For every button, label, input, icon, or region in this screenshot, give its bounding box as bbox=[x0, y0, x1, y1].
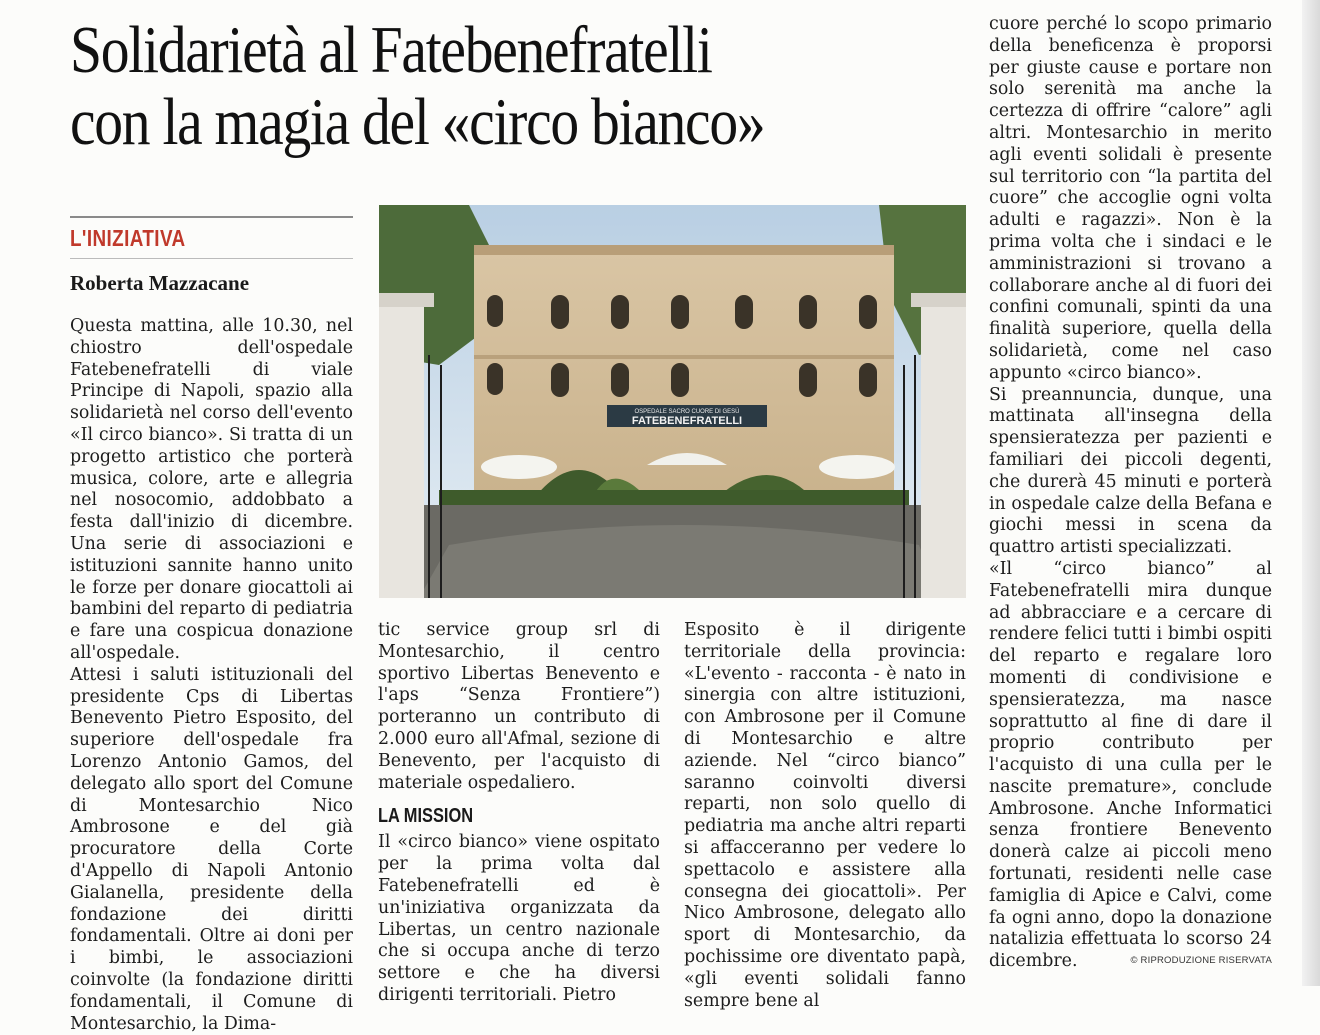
headline-line-2: con la magia del «circo bianco» bbox=[70, 85, 765, 159]
copyright-notice: © RIPRODUZIONE RISERVATA bbox=[1130, 955, 1272, 966]
section-bottom-rule bbox=[70, 258, 353, 259]
headline-line-1: Solidarietà al Fatebenefratelli bbox=[70, 13, 712, 87]
sign-large-text: FATEBENEFRATELLI bbox=[631, 415, 743, 427]
hospital-photo bbox=[379, 205, 966, 598]
paragraph: Esposito è il dirigente territoriale della provincia: «L'evento - racconta - è nato in sinergia con altre istituzioni, con Ambrosone per il Comune di Montesarchio e altre aziende. Nel “circo bianco” saranno coinvolti diversi reparti, non solo quello di pediatria ma anche altri reparti si affacceranno per vedere lo spettacolo e assistere alla consegna dei giocattoli». Per Nico Ambrosone, delegato allo sport di Montesarchio, da pochissime ore diventato papà, «gli eventi solidali fanno sempre bene al bbox=[684, 620, 966, 1011]
paragraph: Attesi i saluti istituzionali del presidente Cps di Libertas Benevento Pietro Esposito, del superiore dell'ospedale fra Lorenzo Antonio Gamos, del delegato allo sport del Comune di Montesarchio Nico Ambrosone e del già procuratore della Corte d'Appello di Napoli Antonio Gialanella, presidente della fondazione dei diritti fondamentali. Oltre ai doni per i bimbi, le associazioni coinvolte (la fondazione diritti fondamentali, il Comune di Montesarchio, la Dima- bbox=[70, 664, 353, 1034]
page-edge-shadow bbox=[1302, 0, 1320, 986]
section-subhead: LA MISSION bbox=[378, 805, 474, 828]
article-column-1 bbox=[70, 316, 353, 1035]
paragraph: «Il “circo bianco” al Fatebenefratelli mira dunque ad abbracciare e a cercare di rendere felici tutti i bimbi ospiti del reparto e regalare loro momenti di condivisione e spensieratezza, ma nasce soprattutto al fine di dare il proprio contributo per l'acquisto di una culla per le nascite premature», conclude Ambrosone. Anche Informatici senza frontiere Benevento donerà calze ai piccoli meno fortunati, residenti nelle case famiglia di Apice e Calvi, come fa ogni anno, dopo la donazione natalizia effettuata lo scorso 24 dicembre. bbox=[989, 558, 1272, 972]
sign-small-text: OSPEDALE SACRO CUORE DI GESÙ bbox=[634, 409, 740, 415]
section-kicker: L'INIZIATIVA bbox=[70, 225, 186, 251]
paragraph: Si preannuncia, dunque, una mattinata all'insegna della spensieratezza per pazienti e familiari dei piccoli degenti, che durerà 45 minuti e porterà in ospedale calze della Befana e giochi messi in scena da quattro artisti specializzati. bbox=[989, 384, 1272, 558]
paragraph: cuore perché lo scopo primario della beneficenza è proporsi per giuste cause e portare non solo serenità ma anche la certezza di offrire “calore” agli altri. Montesarchio in merito agli eventi solidali è presente sul territorio con “la partita del cuore” che accoglie ogni volta adulti e ragazzi». Non è la prima volta che i sindaci e le amministrazioni si trovano a collaborare anche al di fuori dei confini comunali, spinti da una finalità superiore, quella della solidarietà, come nel caso appunto «circo bianco». bbox=[989, 14, 1272, 383]
paragraph: tic service group srl di Montesarchio, il centro sportivo Libertas Benevento e l'aps “Senza Frontiere”) porteranno un contributo di 2.000 euro all'Afmal, sezione di Benevento, per l'acquisto di materiale ospedaliero. bbox=[378, 620, 660, 793]
section-top-rule bbox=[70, 216, 353, 218]
headline bbox=[70, 14, 844, 158]
article-column-2 bbox=[378, 620, 660, 1007]
hospital-illustration bbox=[379, 205, 966, 598]
paragraph: Il «circo bianco» viene ospitato per la prima volta dal Fatebenefratelli ed è un'iniziativa organizzata da Libertas, un centro nazionale che si occupa anche di terzo settore e che ha diversi dirigenti territoriali. Pietro bbox=[378, 832, 660, 1005]
paragraph: Questa mattina, alle 10.30, nel chiostro dell'ospedale Fatebenefratelli di viale Principe di Napoli, spazio alla solidarietà nel corso dell'evento «Il circo bianco». Si tratta di un progetto artistico che porterà musica, colore, arte e allegria nel nosocomio, addobbato a festa dall'inizio di dicembre. Una serie di associazioni e istituzioni sannite hanno unito le forze per donare giocattoli ai bambini del reparto di pediatria e fare una cospicua donazione all'ospedale. bbox=[70, 316, 353, 663]
article-column-3 bbox=[684, 620, 966, 1012]
article-column-4 bbox=[989, 14, 1272, 973]
author-byline: Roberta Mazzacane bbox=[70, 271, 250, 295]
